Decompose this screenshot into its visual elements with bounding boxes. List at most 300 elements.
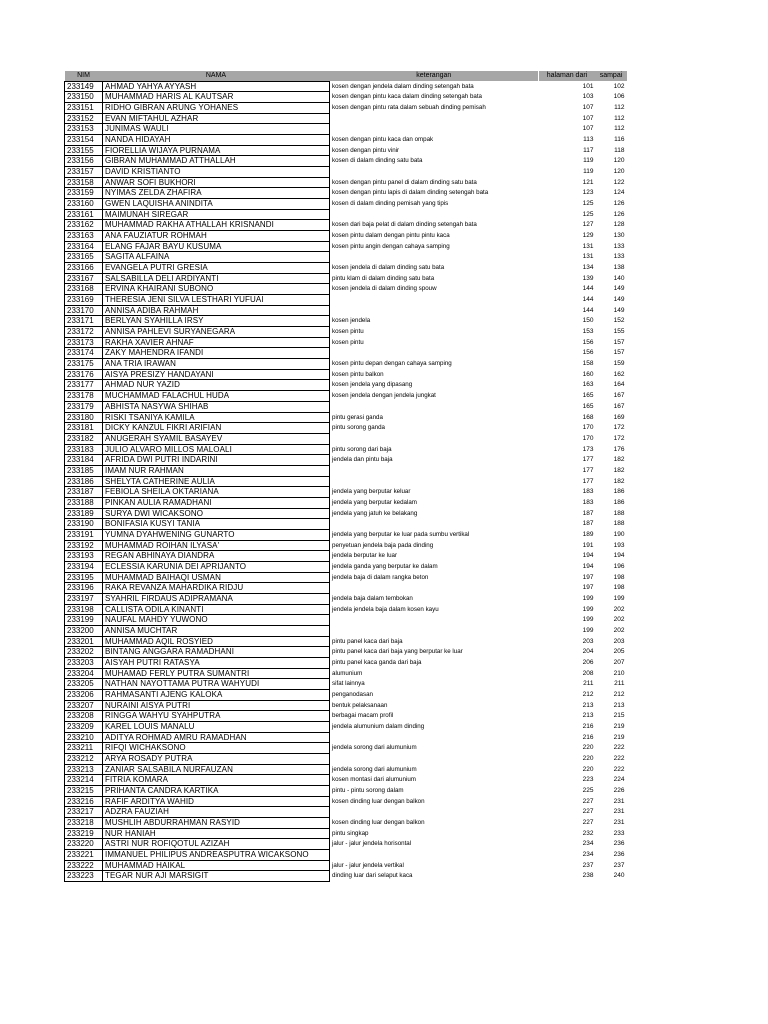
keterangan-cell: jendela ganda yang berputar ke dalam	[332, 562, 438, 570]
table-row	[65, 754, 627, 765]
sampai-cell: 157	[613, 338, 625, 346]
nim-cell: 233165	[65, 252, 103, 263]
keterangan-cell	[330, 615, 539, 626]
halaman-dari-cell: 107	[582, 104, 594, 112]
nama-cell: BONIFASIA KUSYI TANIA	[103, 519, 330, 530]
sampai-cell: 133	[613, 253, 625, 261]
halaman-dari-cell: 216	[582, 722, 594, 730]
nim-cell: 233211	[65, 743, 103, 754]
nama-cell: EVAN MIFTAHUL AZHAR	[103, 113, 330, 124]
nim-cell: 233206	[65, 689, 103, 700]
sampai-cell: 222	[613, 744, 625, 752]
halaman-dari-cell: 156	[582, 349, 594, 357]
nim-cell: 233172	[65, 327, 103, 338]
nama-cell: GIBRAN MUHAMMAD ATTHALLAH	[103, 156, 330, 167]
nim-cell: 233187	[65, 487, 103, 498]
halaman-dari-cell: 191	[582, 541, 594, 549]
table-row	[65, 455, 627, 466]
keterangan-cell	[330, 252, 539, 263]
keterangan-cell	[330, 807, 539, 818]
nim-cell: 233201	[65, 636, 103, 647]
halaman-dari-cell: 177	[582, 466, 594, 474]
nama-cell: MUHAMMAD HARIS AL KAUTSAR	[103, 92, 330, 103]
nama-cell: RAHMASANTI AJENG KALOKA	[103, 689, 330, 700]
halaman-dari-cell: 213	[582, 701, 594, 709]
table-row	[65, 679, 627, 690]
nama-cell: ARYA ROSADY PUTRA	[103, 754, 330, 765]
table-row	[65, 786, 627, 797]
keterangan-cell: jendela baja di dalam rangka beton	[332, 573, 429, 581]
halaman-dari-cell: 220	[582, 765, 594, 773]
nim-cell: 233164	[65, 241, 103, 252]
keterangan-cell: kosen pintu depan dengan cahaya samping	[332, 360, 452, 368]
table-row	[65, 497, 627, 508]
halaman-dari-cell: 213	[582, 712, 594, 720]
nim-cell: 233191	[65, 529, 103, 540]
halaman-dari-cell: 144	[582, 306, 594, 314]
nama-cell: SHELYTA CATHERINE AULIA	[103, 476, 330, 487]
nim-cell: 233222	[65, 860, 103, 871]
nim-cell: 233213	[65, 764, 103, 775]
keterangan-cell: kosen dari baja pelat di dalam dinding setengah bata	[332, 221, 477, 229]
halaman-dari-cell: 232	[582, 829, 594, 837]
table-row	[65, 540, 627, 551]
nama-cell: JUNIMAS WAULI	[103, 124, 330, 135]
halaman-dari-cell: 199	[582, 605, 594, 613]
nama-cell: IMMANUEL PHILIPUS ANDREASPUTRA WICAKSONO	[103, 850, 330, 861]
halaman-dari-cell: 103	[582, 93, 594, 101]
nama-cell: MUHAMMAD HAIKAL	[103, 860, 330, 871]
nim-cell: 233185	[65, 465, 103, 476]
table-row	[65, 220, 627, 231]
halaman-dari-cell: 156	[582, 338, 594, 346]
sampai-cell: 211	[614, 680, 625, 688]
sampai-cell: 196	[613, 562, 625, 570]
halaman-dari-cell: 113	[583, 136, 594, 144]
halaman-dari-cell: 227	[582, 797, 594, 805]
nama-cell: NYIMAS ZELDA ZHAFIRA	[103, 188, 330, 199]
keterangan-cell	[330, 113, 539, 124]
sampai-cell: 167	[613, 392, 625, 400]
sampai-cell: 169	[613, 413, 625, 421]
sampai-cell: 240	[613, 872, 625, 880]
nama-cell: ASTRI NUR ROFIQOTUL AZIZAH	[103, 839, 330, 850]
table-row	[65, 583, 627, 594]
keterangan-cell: kosen jendela di dalam dinding satu bata	[332, 264, 445, 272]
table-row	[65, 305, 627, 316]
keterangan-cell: kosen jendela	[332, 317, 371, 325]
keterangan-cell: kosen jendela di dalam dinding spouw	[332, 285, 437, 293]
halaman-dari-cell: 153	[582, 328, 594, 336]
table-row	[65, 124, 627, 135]
halaman-dari-cell: 187	[582, 509, 594, 517]
nim-cell: 233155	[65, 145, 103, 156]
table-row	[65, 92, 627, 103]
sampai-cell: 152	[613, 317, 625, 325]
halaman-dari-cell: 125	[582, 210, 594, 218]
nim-cell: 233192	[65, 540, 103, 551]
sampai-cell: 159	[613, 360, 625, 368]
nim-cell: 233200	[65, 625, 103, 636]
nama-cell: KAREL LOUIS MANALU	[103, 721, 330, 732]
sampai-cell: 102	[613, 82, 625, 90]
sampai-cell: 236	[613, 851, 625, 859]
nim-cell: 233217	[65, 807, 103, 818]
header-nim: NIM	[65, 71, 103, 81]
table-body	[65, 81, 627, 881]
table-row	[65, 284, 627, 295]
sampai-cell: 112	[614, 125, 625, 133]
nama-cell: RAKHA XAVIER AHNAF	[103, 337, 330, 348]
nim-cell: 233223	[65, 871, 103, 882]
halaman-dari-cell: 237	[582, 861, 594, 869]
halaman-dari-cell: 194	[582, 562, 594, 570]
halaman-dari-cell: 199	[582, 626, 594, 634]
keterangan-cell	[330, 583, 539, 594]
table-row	[65, 241, 627, 252]
keterangan-cell: kosen pintu	[332, 328, 364, 336]
nim-cell: 233152	[65, 113, 103, 124]
table-row	[65, 476, 627, 487]
nama-cell: REGAN ABHINAYA DIANDRA	[103, 551, 330, 562]
nim-cell: 233216	[65, 796, 103, 807]
sampai-cell: 190	[613, 530, 625, 538]
nama-cell: ANNISA MUCHTAR	[103, 625, 330, 636]
keterangan-cell	[330, 433, 539, 444]
halaman-dari-cell: 168	[582, 413, 594, 421]
nama-cell: ZANIAR SALSABILA NURFAUZAN	[103, 764, 330, 775]
nama-cell: NATHAN NAYOTTAMA PUTRA WAHYUDI	[103, 679, 330, 690]
nim-cell: 233160	[65, 199, 103, 210]
nim-cell: 233150	[65, 92, 103, 103]
nim-cell: 233168	[65, 284, 103, 295]
sampai-cell: 226	[613, 787, 625, 795]
nim-cell: 233163	[65, 231, 103, 242]
table-row	[65, 273, 627, 284]
sampai-cell: 149	[613, 296, 625, 304]
table-row	[65, 327, 627, 338]
keterangan-cell: kosen pintu angin dengan cahaya samping	[332, 242, 450, 250]
nama-cell: MUSHLIH ABDURRAHMAN RASYID	[103, 818, 330, 829]
nim-cell: 233169	[65, 295, 103, 306]
halaman-dari-cell: 208	[582, 669, 594, 677]
nama-cell: ERVINA KHAIRANI SUBONO	[103, 284, 330, 295]
sampai-cell: 182	[613, 477, 625, 485]
table-row	[65, 81, 627, 92]
table-row	[65, 135, 627, 146]
student-assignment-table	[64, 71, 627, 882]
keterangan-cell: kosen pintu	[332, 338, 364, 346]
nama-cell: FITRIA KOMARA	[103, 775, 330, 786]
halaman-dari-cell: 216	[582, 733, 594, 741]
sampai-cell: 130	[613, 232, 625, 240]
table-row	[65, 818, 627, 829]
nama-cell: ADITYA ROHMAD AMRU RAMADHAN	[103, 732, 330, 743]
table-row	[65, 775, 627, 786]
nim-cell: 233208	[65, 711, 103, 722]
sampai-cell: 212	[613, 690, 625, 698]
halaman-dari-cell: 211	[583, 680, 594, 688]
nama-cell: FEBIOLA SHEILA OKTARIANA	[103, 487, 330, 498]
keterangan-cell: kosen dengan pintu kaca dalam dinding setengah bata	[332, 93, 482, 101]
table-row	[65, 668, 627, 679]
halaman-dari-cell: 165	[582, 402, 594, 410]
sampai-cell: 210	[613, 669, 625, 677]
nim-cell: 233198	[65, 604, 103, 615]
table-row	[65, 796, 627, 807]
keterangan-cell: jendela yang berputar keluar	[332, 488, 411, 496]
halaman-dari-cell: 197	[582, 584, 594, 592]
nama-cell: AFRIDA DWI PUTRI INDARINI	[103, 455, 330, 466]
table-row	[65, 369, 627, 380]
nama-cell: GWEN LAQUISHA ANINDITA	[103, 199, 330, 210]
table-row	[65, 348, 627, 359]
nim-cell: 233194	[65, 561, 103, 572]
table-row	[65, 850, 627, 861]
nim-cell: 233176	[65, 369, 103, 380]
nim-cell: 233159	[65, 188, 103, 199]
nim-cell: 233182	[65, 433, 103, 444]
sampai-cell: 172	[613, 434, 625, 442]
sampai-cell: 237	[613, 861, 625, 869]
table-row	[65, 113, 627, 124]
halaman-dari-cell: 183	[582, 498, 594, 506]
halaman-dari-cell: 197	[582, 573, 594, 581]
nim-cell: 233199	[65, 615, 103, 626]
table-row	[65, 732, 627, 743]
halaman-dari-cell: 203	[582, 637, 594, 645]
halaman-dari-cell: 107	[582, 125, 594, 133]
table-row	[65, 145, 627, 156]
table-row	[65, 551, 627, 562]
sampai-cell: 215	[613, 712, 625, 720]
keterangan-cell: jalur - jalur jendela vertikal	[332, 861, 404, 869]
halaman-dari-cell: 119	[583, 168, 594, 176]
nim-cell: 233149	[65, 81, 103, 92]
nama-cell: CALLISTA ODILA KINANTI	[103, 604, 330, 615]
halaman-dari-cell: 150	[582, 317, 594, 325]
nama-cell: DICKY KANZUL FIKRI ARIFIAN	[103, 423, 330, 434]
sampai-cell: 188	[613, 509, 625, 517]
nama-cell: EVANGELA PUTRI GRESIA	[103, 263, 330, 274]
sampai-cell: 162	[613, 370, 625, 378]
nama-cell: MAIMUNAH SIREGAR	[103, 209, 330, 220]
sampai-cell: 231	[613, 819, 625, 827]
nama-cell: MUHAMMAD AQIL ROSYIED	[103, 636, 330, 647]
nim-cell: 233183	[65, 444, 103, 455]
sampai-cell: 118	[614, 146, 625, 154]
sampai-cell: 202	[613, 616, 625, 624]
sampai-cell: 128	[613, 221, 625, 229]
nama-cell: RINGGA WAHYU SYAHPUTRA	[103, 711, 330, 722]
table-row	[65, 177, 627, 188]
nim-cell: 233204	[65, 668, 103, 679]
sampai-cell: 224	[613, 776, 625, 784]
table-row	[65, 807, 627, 818]
sampai-cell: 219	[613, 722, 625, 730]
nim-cell: 233203	[65, 657, 103, 668]
nim-cell: 233162	[65, 220, 103, 231]
sampai-cell: 213	[613, 701, 625, 709]
halaman-dari-cell: 227	[582, 808, 594, 816]
table-row	[65, 508, 627, 519]
keterangan-cell: pintu panel kaca ganda dari baja	[332, 658, 422, 666]
nama-cell: ANA FAUZIATUR ROHMAH	[103, 231, 330, 242]
halaman-dari-cell: 101	[582, 82, 594, 90]
keterangan-cell: kosen dengan pintu vinir	[332, 146, 400, 154]
header-halaman-dari: halaman dari	[539, 71, 596, 81]
sampai-cell: 182	[613, 456, 625, 464]
sampai-cell: 231	[613, 808, 625, 816]
sampai-cell: 182	[613, 466, 625, 474]
nim-cell: 233196	[65, 583, 103, 594]
sampai-cell: 133	[613, 242, 625, 250]
keterangan-cell	[330, 465, 539, 476]
sampai-cell: 222	[613, 765, 625, 773]
keterangan-cell: penyetuan jendela baja pada dinding	[332, 541, 434, 549]
halaman-dari-cell: 223	[582, 776, 594, 784]
nama-cell: MUHAMMAD RAKHA ATHALLAH KRISNANDI	[103, 220, 330, 231]
nim-cell: 233181	[65, 423, 103, 434]
table-row	[65, 700, 627, 711]
table-row	[65, 721, 627, 732]
keterangan-cell: pintu sorong ganda	[332, 424, 385, 432]
keterangan-cell	[330, 519, 539, 530]
halaman-dari-cell: 170	[582, 424, 594, 432]
nama-cell: NURAINI AISYA PUTRI	[103, 700, 330, 711]
keterangan-cell	[330, 305, 539, 316]
sampai-cell: 236	[613, 840, 625, 848]
nim-cell: 233186	[65, 476, 103, 487]
nama-cell: AISYA PRESIZY HANDAYANI	[103, 369, 330, 380]
halaman-dari-cell: 189	[582, 530, 594, 538]
nama-cell: ELANG FAJAR BAYU KUSUMA	[103, 241, 330, 252]
table-row	[65, 828, 627, 839]
halaman-dari-cell: 212	[582, 690, 594, 698]
nim-cell: 233178	[65, 391, 103, 402]
halaman-dari-cell: 129	[582, 232, 594, 240]
keterangan-cell: pintu sorong dari baja	[332, 445, 392, 453]
sampai-cell: 149	[613, 306, 625, 314]
keterangan-cell: jendela yang berputar ke luar pada sumbu vertikal	[332, 530, 470, 538]
nim-cell: 233175	[65, 359, 103, 370]
nama-cell: PINKAN AULIA RAMADHANI	[103, 497, 330, 508]
nim-cell: 233215	[65, 786, 103, 797]
keterangan-cell	[330, 295, 539, 306]
table-row	[65, 689, 627, 700]
sampai-cell: 202	[613, 626, 625, 634]
table-row	[65, 529, 627, 540]
keterangan-cell: kosen montasi dari alumunium	[332, 776, 416, 784]
keterangan-cell: pintu - pintu sorong dalam	[332, 787, 404, 795]
keterangan-cell: jendela baja dalam tembokan	[332, 594, 413, 602]
table-row	[65, 263, 627, 274]
sampai-cell: 231	[613, 797, 625, 805]
sampai-cell: 120	[613, 168, 625, 176]
nim-cell: 233212	[65, 754, 103, 765]
keterangan-cell	[330, 625, 539, 636]
table-row	[65, 572, 627, 583]
sampai-cell: 199	[613, 594, 625, 602]
nim-cell: 233151	[65, 103, 103, 114]
nim-cell: 233219	[65, 828, 103, 839]
nama-cell: ECLESSIA KARUNIA DEI APRIJANTO	[103, 561, 330, 572]
nim-cell: 233193	[65, 551, 103, 562]
halaman-dari-cell: 139	[582, 274, 594, 282]
halaman-dari-cell: 187	[582, 520, 594, 528]
keterangan-cell: kosen dinding luar dengan balkon	[332, 819, 425, 827]
nama-cell: AHMAD NUR YAZID	[103, 380, 330, 391]
halaman-dari-cell: 238	[582, 872, 594, 880]
halaman-dari-cell: 144	[582, 285, 594, 293]
nama-cell: BERLYAN SYAHILLA IRSY	[103, 316, 330, 327]
keterangan-cell: kosen di dalam dinding satu bata	[332, 157, 423, 165]
sampai-cell: 155	[613, 328, 625, 336]
sampai-cell: 167	[613, 402, 625, 410]
keterangan-cell	[330, 348, 539, 359]
keterangan-cell: jalur - jalur jendela horisontal	[332, 840, 412, 848]
sampai-cell: 194	[613, 552, 625, 560]
keterangan-cell: kosen dinding luar dengan balkon	[332, 797, 425, 805]
halaman-dari-cell: 234	[582, 840, 594, 848]
keterangan-cell	[330, 732, 539, 743]
halaman-dari-cell: 163	[582, 381, 594, 389]
table-row	[65, 167, 627, 178]
table-row	[65, 593, 627, 604]
table-row	[65, 188, 627, 199]
sampai-cell: 222	[613, 755, 625, 762]
nama-cell: ADZRA FAUZIAH	[103, 807, 330, 818]
nim-cell: 233184	[65, 455, 103, 466]
sampai-cell: 149	[613, 285, 625, 293]
sampai-cell: 112	[614, 114, 625, 122]
nama-cell: RAFIF ARDITYA WAHID	[103, 796, 330, 807]
keterangan-cell: jendela sorong dari alumunium	[332, 765, 417, 773]
halaman-dari-cell: 165	[582, 392, 594, 400]
table-row	[65, 636, 627, 647]
table-row	[65, 316, 627, 327]
keterangan-cell	[330, 476, 539, 487]
table-row	[65, 433, 627, 444]
keterangan-cell: sifat lainnya	[332, 680, 365, 688]
table-row	[65, 380, 627, 391]
nim-cell: 233170	[65, 305, 103, 316]
table-row	[65, 871, 627, 882]
nama-cell: ZAKY MAHENDRA IFANDI	[103, 348, 330, 359]
sampai-cell: 193	[613, 541, 625, 549]
nim-cell: 233205	[65, 679, 103, 690]
nama-cell: ANWAR SOFI BUKHORI	[103, 177, 330, 188]
halaman-dari-cell: 199	[582, 594, 594, 602]
keterangan-cell: kosen dengan pintu lapis di dalam dinding setengah bata	[332, 189, 489, 197]
nama-cell: SAGITA ALFAINA	[103, 252, 330, 263]
table-row	[65, 657, 627, 668]
keterangan-cell: kosen jendela yang dipasang	[332, 381, 413, 389]
nama-cell: SYAHRIL FIRDAUS ADIPRAMANA	[103, 593, 330, 604]
sampai-cell: 207	[613, 658, 625, 666]
sampai-cell: 124	[613, 189, 625, 197]
keterangan-cell: jendela jendela baja dalam kosen kayu	[332, 605, 439, 613]
nama-cell: MUHAMMAD BAIHAQI USMAN	[103, 572, 330, 583]
table-row	[65, 359, 627, 370]
nama-cell: ANA TRIA IRAWAN	[103, 359, 330, 370]
table-row	[65, 295, 627, 306]
halaman-dari-cell: 173	[582, 445, 594, 453]
keterangan-cell: penganodasan	[332, 690, 373, 698]
keterangan-cell: berbagai macam profil	[332, 712, 394, 720]
halaman-dari-cell: 121	[582, 178, 594, 186]
keterangan-cell: pintu panel kaca dari baja yang berputar ke luar	[332, 648, 463, 656]
